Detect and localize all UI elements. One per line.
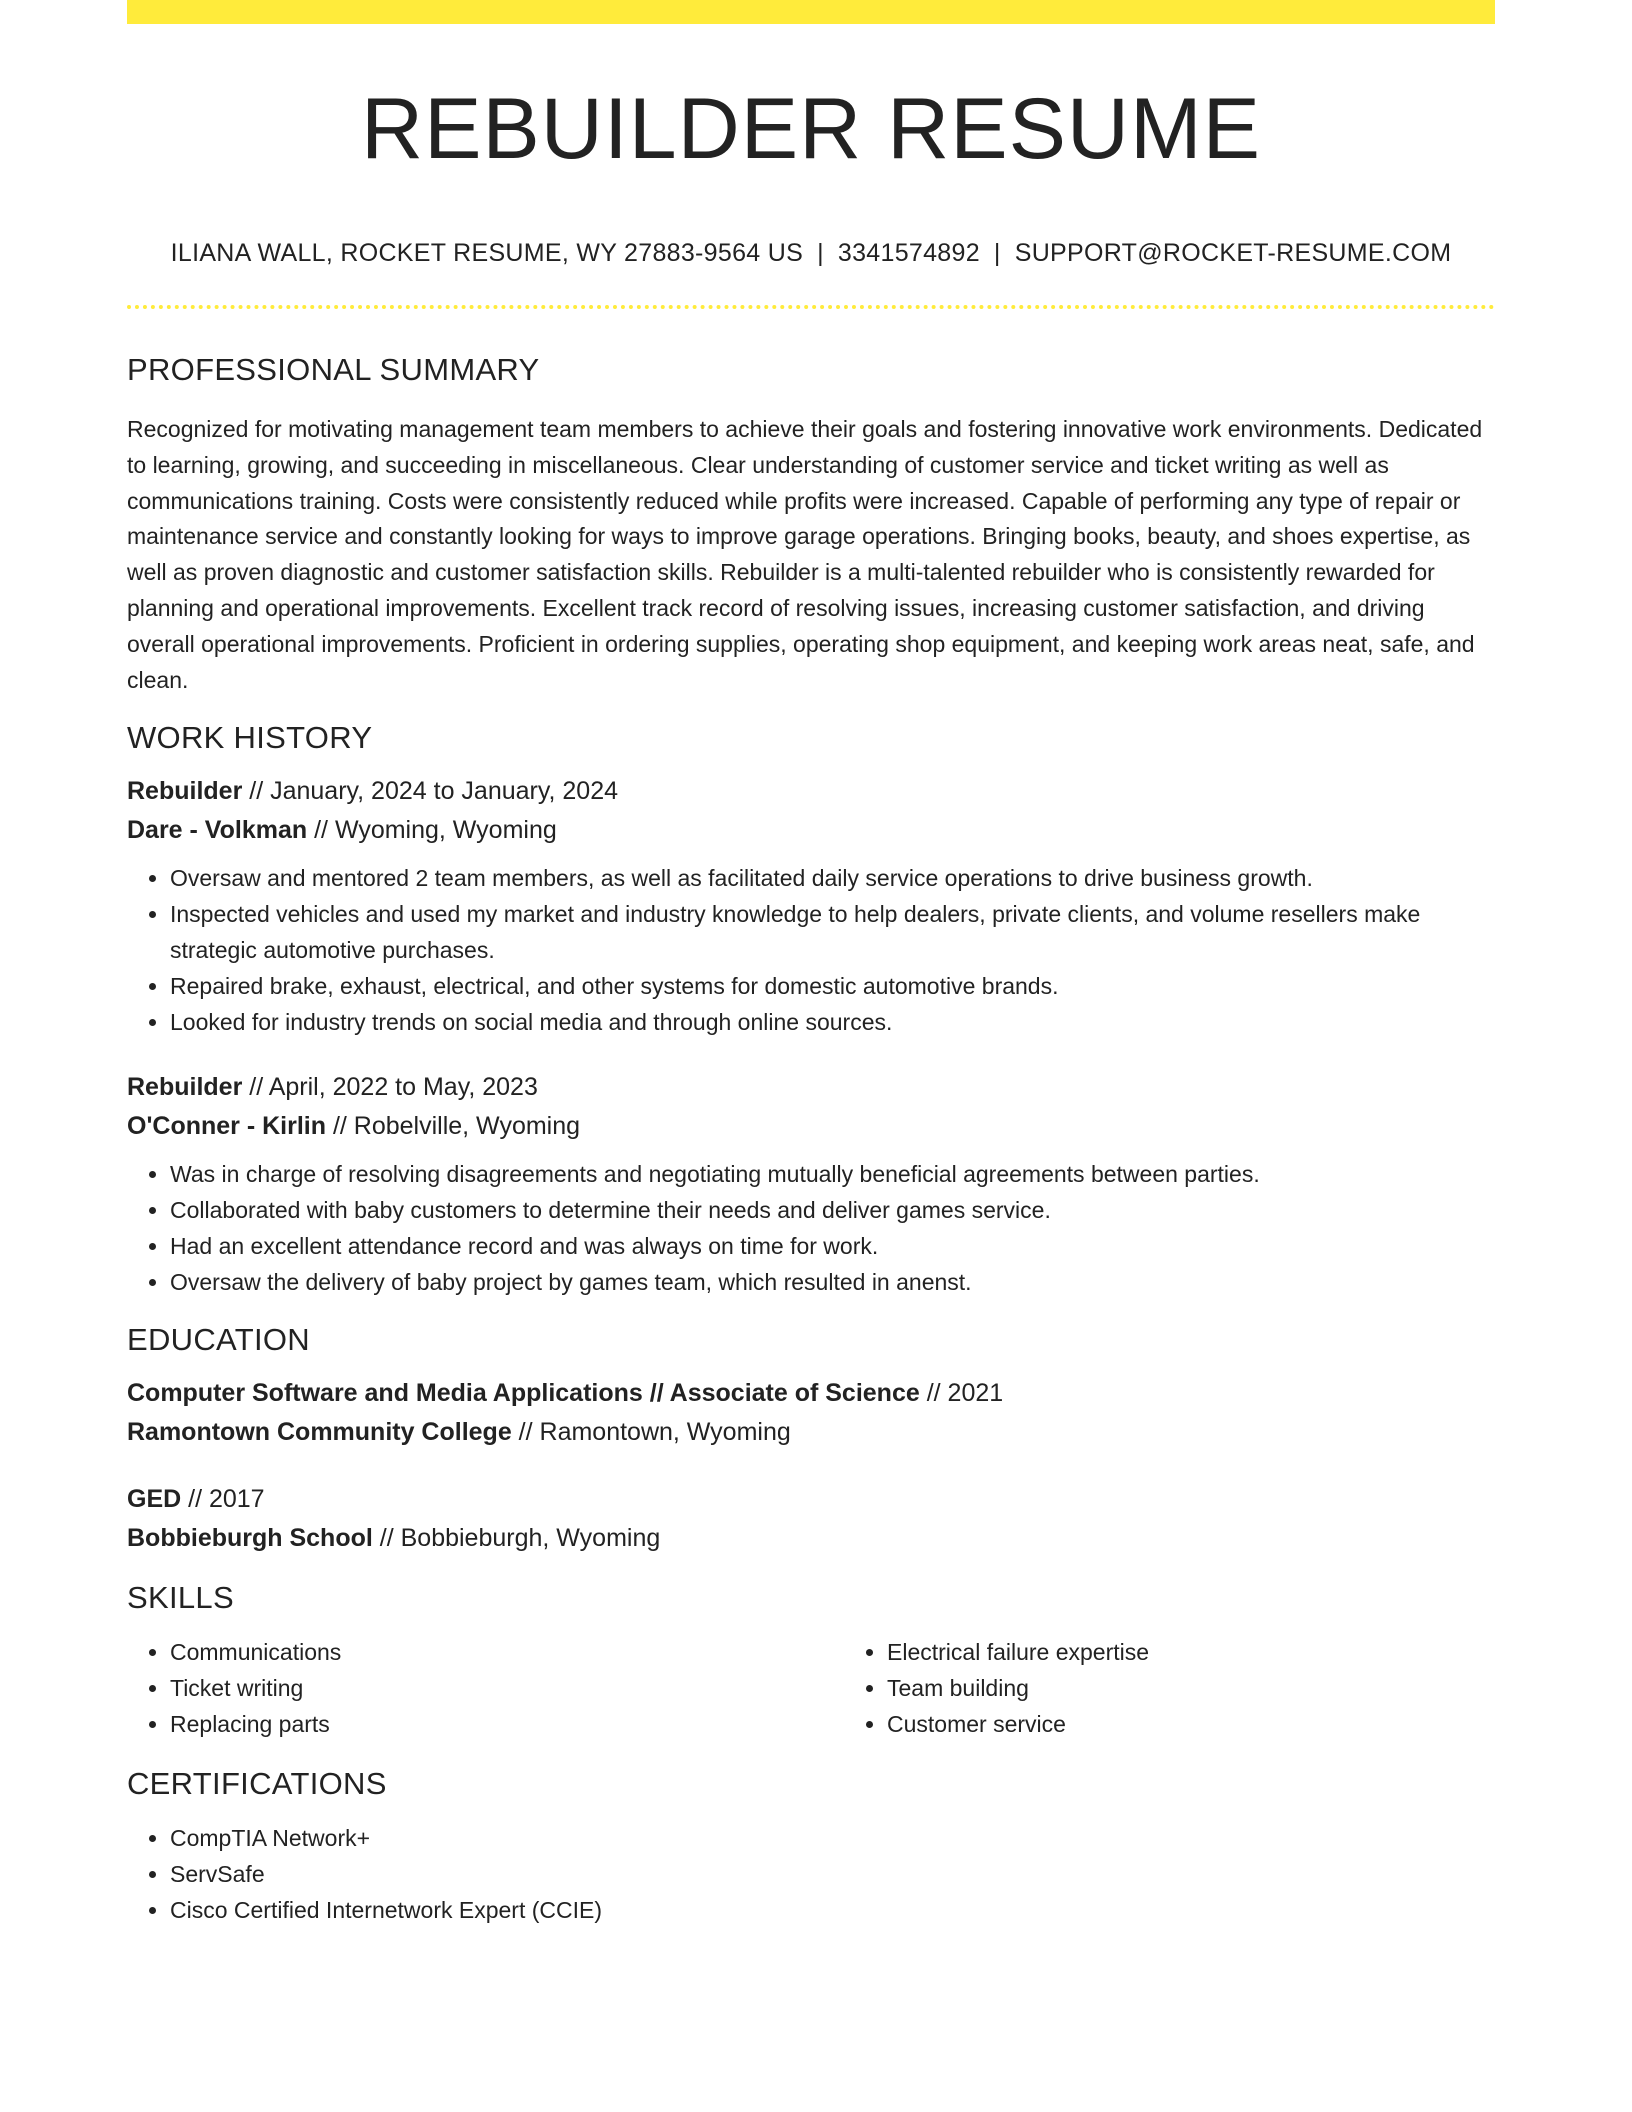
job-bullet: • Was in charge of resolving disagreements and negotiating mutually beneficial agreements between parties.: [170, 1156, 1495, 1192]
education-year: // 2021: [919, 1379, 1004, 1408]
job-title: Rebuilder: [127, 1073, 243, 1102]
work-history-section: [127, 718, 1495, 1300]
skills-list-right: [844, 1634, 1561, 1742]
skill-item: • Electrical failure expertise: [887, 1634, 1561, 1670]
job-bullet: • Repaired brake, exhaust, electrical, and other systems for domestic automotive brands.: [170, 968, 1495, 1004]
certification-item: • Cisco Certified Internetwork Expert (CCIE): [170, 1892, 1495, 1928]
certification-item: • ServSafe: [170, 1856, 1495, 1892]
education-entry: [127, 1374, 1495, 1452]
job-bullet: • Oversaw and mentored 2 team members, as well as facilitated daily service operations to drive business growth.: [170, 860, 1495, 896]
job-location: // Robelville, Wyoming: [326, 1112, 581, 1141]
education-location: // Ramontown, Wyoming: [511, 1418, 791, 1447]
contact-separator: |: [817, 239, 824, 267]
contact-phone: 3341574892: [837, 239, 980, 267]
section-heading-skills: SKILLS: [127, 1580, 234, 1616]
education-degree: Computer Software and Media Applications // Associate of Science: [127, 1379, 920, 1408]
education-degree-line: [127, 1480, 1495, 1519]
top-accent-bar: [127, 0, 1495, 24]
contact-line: [127, 236, 1495, 270]
header-divider: [127, 305, 1495, 309]
skill-item: • Communications: [170, 1634, 844, 1670]
certifications-list: [127, 1820, 1495, 1928]
skill-item: • Replacing parts: [170, 1706, 844, 1742]
education-year: // 2017: [181, 1485, 265, 1514]
job-bullets: [127, 860, 1495, 1040]
section-heading-summary: PROFESSIONAL SUMMARY: [127, 352, 540, 387]
section-heading-work: WORK HISTORY: [127, 720, 373, 756]
skill-item: • Customer service: [887, 1706, 1561, 1742]
resume-title: REBUILDER RESUME: [360, 81, 1262, 177]
job-bullet: • Oversaw the delivery of baby project by games team, which resulted in anenst.: [170, 1264, 1495, 1300]
contact-separator: |: [993, 239, 1001, 267]
education-entry: [127, 1480, 1495, 1558]
education-school-line: [127, 1519, 1495, 1558]
job-bullets: [127, 1156, 1495, 1300]
education-location: // Bobbieburgh, Wyoming: [372, 1524, 661, 1553]
summary-text: Recognized for motivating management team members to achieve their goals and fostering innovative work environments. Dedicated to learning, growing, and succeeding in miscellaneous. Clear understanding of customer service and ticket writing as well as communications training. Costs were consistently reduced while profits were increased. Capable of performing any type of repair or maintenance service and constantly looking for ways to improve garage operations. Bringing books, beauty, and shoes expertise, as well as proven diagnostic and customer satisfaction skills. Rebuilder is a multi-talented rebuilder who is consistently rewarded for planning and operational improvements. Excellent track record of resolving issues, increasing customer satisfaction, and driving overall operational improvements. Proficient in ordering supplies, operating shop equipment, and keeping work areas neat, safe, and clean.: [127, 416, 1483, 693]
summary-section: [127, 350, 1495, 698]
job-company: O'Conner - Kirlin: [127, 1112, 326, 1141]
certifications-section: [127, 1764, 1495, 1928]
education-degree-line: [127, 1374, 1495, 1413]
education-school-line: [127, 1413, 1495, 1452]
skill-item: • Ticket writing: [170, 1670, 844, 1706]
resume-body: [127, 350, 1495, 1928]
skills-list-left: [127, 1634, 844, 1742]
job-title-line: [127, 772, 1495, 811]
education-degree: GED: [127, 1485, 182, 1514]
skill-item: • Team building: [887, 1670, 1561, 1706]
contact-address: ILIANA WALL, ROCKET RESUME, WY 27883-9564 US: [170, 239, 804, 267]
job-title: Rebuilder: [127, 777, 243, 806]
job-location: // Wyoming, Wyoming: [307, 816, 557, 845]
skills-section: [127, 1578, 1495, 1742]
job-title-line: [127, 1068, 1495, 1107]
skills-columns: [127, 1634, 1495, 1742]
job-company-line: [127, 1107, 1495, 1146]
section-heading-education: EDUCATION: [127, 1322, 310, 1358]
certification-item: • CompTIA Network+: [170, 1820, 1495, 1856]
job-bullet: • Had an excellent attendance record and was always on time for work.: [170, 1228, 1495, 1264]
job-dates: // April, 2022 to May, 2023: [242, 1073, 538, 1102]
job-company: Dare - Volkman: [127, 816, 308, 845]
job-bullet: • Looked for industry trends on social media and through online sources.: [170, 1004, 1495, 1040]
job-entry: [127, 1068, 1495, 1300]
section-heading-certifications: CERTIFICATIONS: [127, 1766, 387, 1802]
job-bullet: • Inspected vehicles and used my market and industry knowledge to help dealers, private clients, and volume resellers make strategic automotive purchases.: [170, 896, 1495, 968]
job-entry: [127, 772, 1495, 1040]
job-dates: // January, 2024 to January, 2024: [242, 777, 619, 806]
contact-email: SUPPORT@ROCKET-RESUME.COM: [1014, 239, 1452, 267]
job-company-line: [127, 811, 1495, 850]
job-bullet: • Collaborated with baby customers to determine their needs and deliver games service.: [170, 1192, 1495, 1228]
education-school: Bobbieburgh School: [127, 1524, 373, 1553]
education-section: [127, 1320, 1495, 1558]
education-school: Ramontown Community College: [127, 1418, 512, 1447]
